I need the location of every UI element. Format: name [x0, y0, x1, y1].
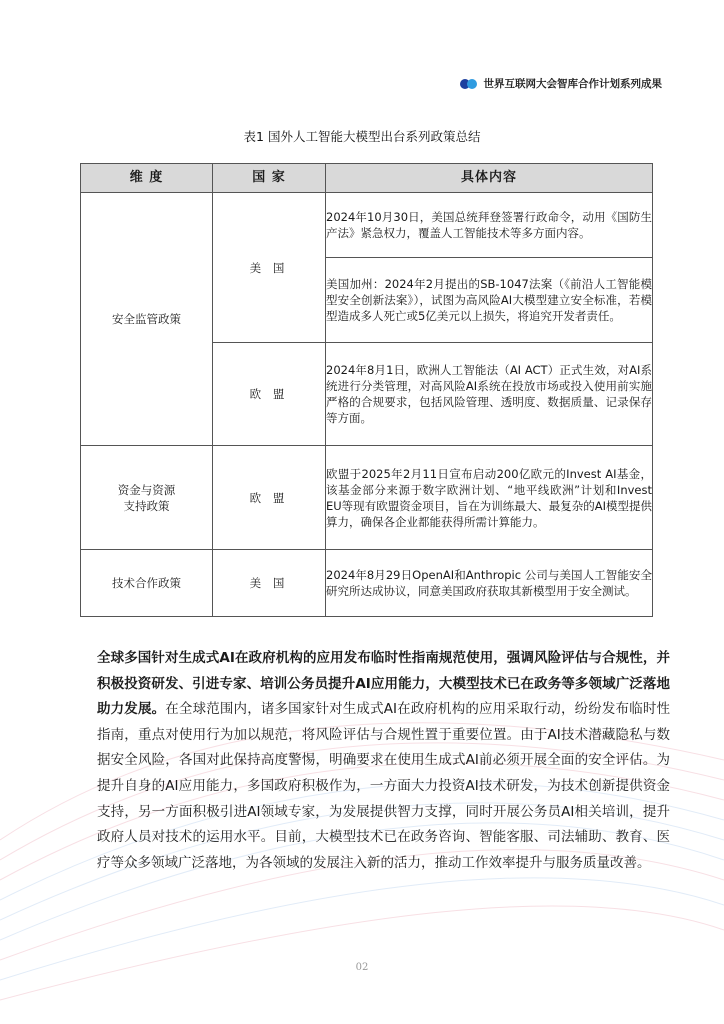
policy-table [80, 163, 653, 617]
table-row [81, 193, 653, 258]
content-cell: 2024年8月1日，欧洲人工智能法（AI ACT）正式生效，对AI系统进行分类管理，对高风险AI系统在投放市场或投入使用前实施严格的合规要求，包括风险管理、透明度、数据质量、记录保存等方面。 [326, 343, 653, 446]
country-cell: 美 国 [213, 550, 326, 617]
header-content: 具体内容 [326, 164, 653, 193]
content-cell: 2024年8月29日OpenAI和Anthropic 公司与美国人工智能安全研究所达成协议，同意美国政府获取其新模型用于安全测试。 [326, 550, 653, 617]
content-cell: 美国加州：2024年2月提出的SB-1047法案（《前沿人工智能模型安全创新法案》），试图为高风险AI大模型建立安全标准，若模型造成多人死亡或5亿美元以上损失，将追究开发者责任。 [326, 258, 653, 343]
content-cell: 欧盟于2025年2月11日宣布启动200亿欧元的Invest AI基金，该基金部分来源于数字欧洲计划、“地平线欧洲”计划和Invest EU等现有欧盟资金项目，旨在为训练最大、最复杂的AI模型提供算力，确保各企业都能获得所需计算能力。 [326, 446, 653, 550]
country-cell: 美 国 [213, 193, 326, 343]
series-header [460, 76, 663, 91]
table-caption: 表1 国外人工智能大模型出台系列政策总结 [243, 129, 481, 144]
series-title: 世界互联网大会智库合作计划系列成果 [483, 78, 662, 90]
table-row [81, 550, 653, 617]
country-cell: 欧 盟 [213, 446, 326, 550]
dimension-cell: 技术合作政策 [81, 550, 213, 617]
body-paragraph [97, 646, 670, 876]
body-text: 在全球范围内，诸多国家针对生成式AI在政府机构的应用采取行动，纷纷发布临时性指南，重点对使用行为加以规范，将风险评估与合规性置于重要位置。由于AI技术潜藏隐私与数据安全风险，各国对此保持高度警惕，明确要求在使用生成式AI前必须开展全面的安全评估。为提升自身的AI应用能力，多国政府积极作为，一方面大力投资AI技术研发，为技术创新提供资金支持，另一方面积极引进AI领域专家，为发展提供智力支撑，同时开展公务员AI相关培训，提升政府人员对技术的运用水平。目前，大模型技术已在政务咨询、智能客服、司法辅助、教育、医疗等众多领域广泛落地，为各领域的发展注入新的活力，推动工作效率提升与服务质量改善。 [97, 701, 671, 871]
table-header-row [81, 164, 653, 193]
country-cell: 欧 盟 [213, 343, 326, 446]
table-row [81, 446, 653, 550]
dimension-line: 支持政策 [123, 498, 170, 513]
dimension-line: 资金与资源 [117, 482, 176, 497]
header-dimension: 维 度 [81, 164, 213, 193]
page-number: 02 [355, 962, 369, 973]
wic-logo-icon [460, 79, 478, 89]
header-country: 国 家 [213, 164, 326, 193]
dimension-cell: 安全监管政策 [81, 193, 213, 446]
dimension-cell [81, 446, 213, 550]
body-lead: 全球多国针对生成式AI在政府机构的应用发布临时性指南规范使用，强调风险评估与合规性，并积极投资研发、引进专家、培训公务员提升AI应用能力，大模型技术已在政务等多领域广泛落地助力发展。 [97, 650, 670, 718]
content-cell: 2024年10月30日，美国总统拜登签署行政命令，动用《国防生产法》紧急权力，覆盖人工智能技术等多方面内容。 [326, 193, 653, 258]
